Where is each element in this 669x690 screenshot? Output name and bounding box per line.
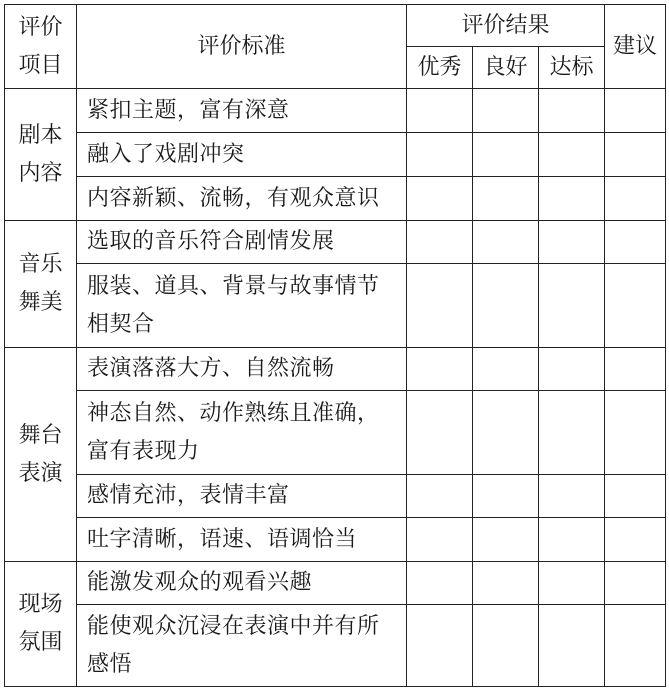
criterion-cell: 表演落落大方、自然流畅 [77,348,407,391]
pass-cell[interactable] [539,348,605,391]
pass-cell[interactable] [539,518,605,562]
table-row [5,221,666,264]
criterion-cell: 服装、道具、背景与故事情节相契合 [77,264,407,348]
good-cell[interactable] [473,605,539,687]
pass-cell[interactable] [539,264,605,348]
header-item [5,5,77,89]
table-row [5,177,666,221]
suggestion-cell[interactable] [605,518,666,562]
category-stage [5,348,77,562]
header-item-line1: 评价 [18,14,63,40]
category-label-line1: 音乐 [18,252,63,277]
excellent-cell[interactable] [407,475,473,518]
suggestion-cell[interactable] [605,264,666,348]
header-good: 良好 [473,47,539,89]
suggestion-cell[interactable] [605,348,666,391]
good-cell[interactable] [473,518,539,562]
table-row [5,475,666,518]
excellent-cell[interactable] [407,221,473,264]
suggestion-cell[interactable] [605,89,666,133]
good-cell[interactable] [473,221,539,264]
good-cell[interactable] [473,348,539,391]
category-label-line1: 舞台 [18,422,63,448]
excellent-cell[interactable] [407,89,473,133]
good-cell[interactable] [473,475,539,518]
criterion-cell: 神态自然、动作熟练且准确，富有表现力 [77,391,407,475]
header-pass: 达标 [539,47,605,89]
good-cell[interactable] [473,177,539,221]
category-script [5,89,77,221]
criterion-cell: 感情充沛，表情丰富 [77,475,407,518]
header-excellent: 优秀 [407,47,473,89]
excellent-cell[interactable] [407,391,473,475]
pass-cell[interactable] [539,133,605,177]
suggestion-cell[interactable] [605,133,666,177]
good-cell[interactable] [473,391,539,475]
excellent-cell[interactable] [407,605,473,687]
suggestion-cell[interactable] [605,177,666,221]
pass-cell[interactable] [539,391,605,475]
good-cell[interactable] [473,562,539,605]
criterion-cell: 紧扣主题，富有深意 [77,89,407,133]
category-music [5,221,77,348]
excellent-cell[interactable] [407,264,473,348]
criterion-cell: 选取的音乐符合剧情发展 [77,221,407,264]
good-cell[interactable] [473,264,539,348]
pass-cell[interactable] [539,475,605,518]
suggestion-cell[interactable] [605,391,666,475]
table-row [5,348,666,391]
suggestion-cell[interactable] [605,562,666,605]
header-item-line2: 项目 [18,52,63,78]
pass-cell[interactable] [539,177,605,221]
pass-cell[interactable] [539,605,605,687]
criterion-cell: 吐字清晰，语速、语调恰当 [77,518,407,562]
criterion-cell: 内容新颖、流畅，有观众意识 [77,177,407,221]
good-cell[interactable] [473,133,539,177]
table-row [5,89,666,133]
excellent-cell[interactable] [407,177,473,221]
header-suggestion: 建议 [605,5,666,89]
evaluation-table [4,4,666,687]
criterion-cell: 融入了戏剧冲突 [77,133,407,177]
excellent-cell[interactable] [407,133,473,177]
pass-cell[interactable] [539,221,605,264]
header-criteria: 评价标准 [77,5,407,89]
category-label-line2: 内容 [18,160,63,186]
pass-cell[interactable] [539,89,605,133]
suggestion-cell[interactable] [605,475,666,518]
category-label-line2: 舞美 [18,290,63,315]
table-row [5,264,666,348]
suggestion-cell[interactable] [605,221,666,264]
category-atmosphere [5,562,77,687]
table-row [5,133,666,177]
category-label-line2: 氛围 [18,630,63,655]
table-row [5,562,666,605]
good-cell[interactable] [473,89,539,133]
header-row-1 [5,5,666,47]
table-row [5,605,666,687]
criterion-cell: 能使观众沉浸在表演中并有所感悟 [77,605,407,687]
category-label-line1: 剧本 [18,122,63,148]
table-row [5,391,666,475]
header-results: 评价结果 [407,5,605,47]
category-label-line2: 表演 [18,460,63,486]
pass-cell[interactable] [539,562,605,605]
excellent-cell[interactable] [407,518,473,562]
category-label-line1: 现场 [18,592,63,617]
excellent-cell[interactable] [407,348,473,391]
suggestion-cell[interactable] [605,605,666,687]
criterion-cell: 能激发观众的观看兴趣 [77,562,407,605]
excellent-cell[interactable] [407,562,473,605]
table-row [5,518,666,562]
